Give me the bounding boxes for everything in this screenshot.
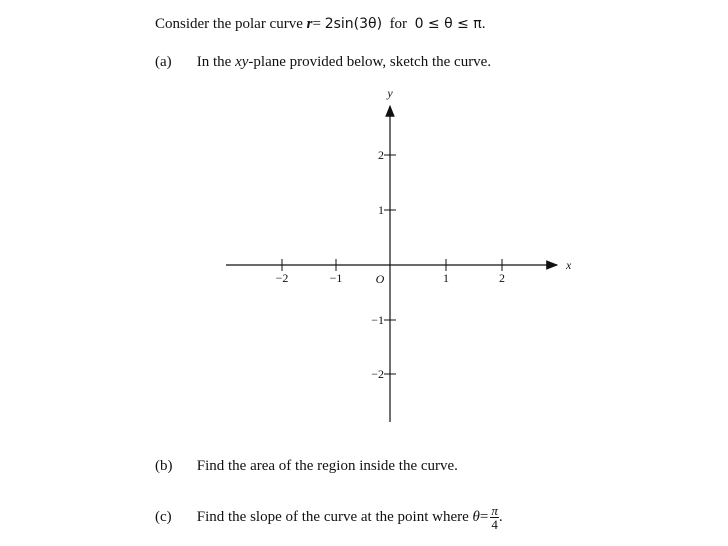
y-tick-label: 1	[378, 203, 384, 217]
for-word: for	[389, 16, 408, 32]
statement-period: .	[481, 16, 486, 32]
part-c	[155, 504, 503, 531]
part-c-equals: =	[479, 508, 489, 525]
part-c-period: .	[498, 508, 503, 525]
equals-sign: =	[312, 16, 321, 32]
part-b	[155, 458, 458, 475]
theta-symbol: θ	[472, 508, 480, 525]
part-b-text: Find the area of the region inside the curve.	[196, 458, 458, 474]
y-tick-label: −2	[371, 367, 384, 381]
part-a-text-before: In the	[196, 54, 232, 70]
fraction-numerator: π	[491, 503, 498, 518]
part-c-text: Find the slope of the curve at the point where	[196, 508, 469, 525]
x-tick-label: 1	[443, 271, 449, 285]
x-tick-label: −1	[329, 271, 343, 285]
pi-over-four-fraction	[490, 504, 499, 531]
x-axis-label: x	[566, 258, 572, 272]
part-b-label: (b)	[155, 458, 173, 474]
part-c-label: (c)	[155, 508, 172, 525]
domain-text: 0 ≤ θ ≤ π	[414, 16, 482, 32]
y-tick-label: 2	[378, 148, 384, 162]
fraction-denominator: 4	[491, 517, 498, 532]
x-tick-label: −2	[275, 271, 289, 285]
part-a-text-after: -plane provided below, sketch the curve.	[248, 54, 492, 70]
x-tick-label: 2	[499, 271, 505, 285]
origin-label: O	[375, 272, 385, 286]
part-a-label: (a)	[155, 54, 172, 70]
y-axis-label: y	[387, 86, 393, 100]
part-a-var: xy	[235, 54, 249, 70]
r-variable: r	[306, 16, 313, 32]
equation-rhs: 2sin(3θ)	[324, 16, 383, 32]
intro-text: Consider the polar curve	[155, 16, 303, 32]
y-tick-label: −1	[371, 313, 384, 327]
